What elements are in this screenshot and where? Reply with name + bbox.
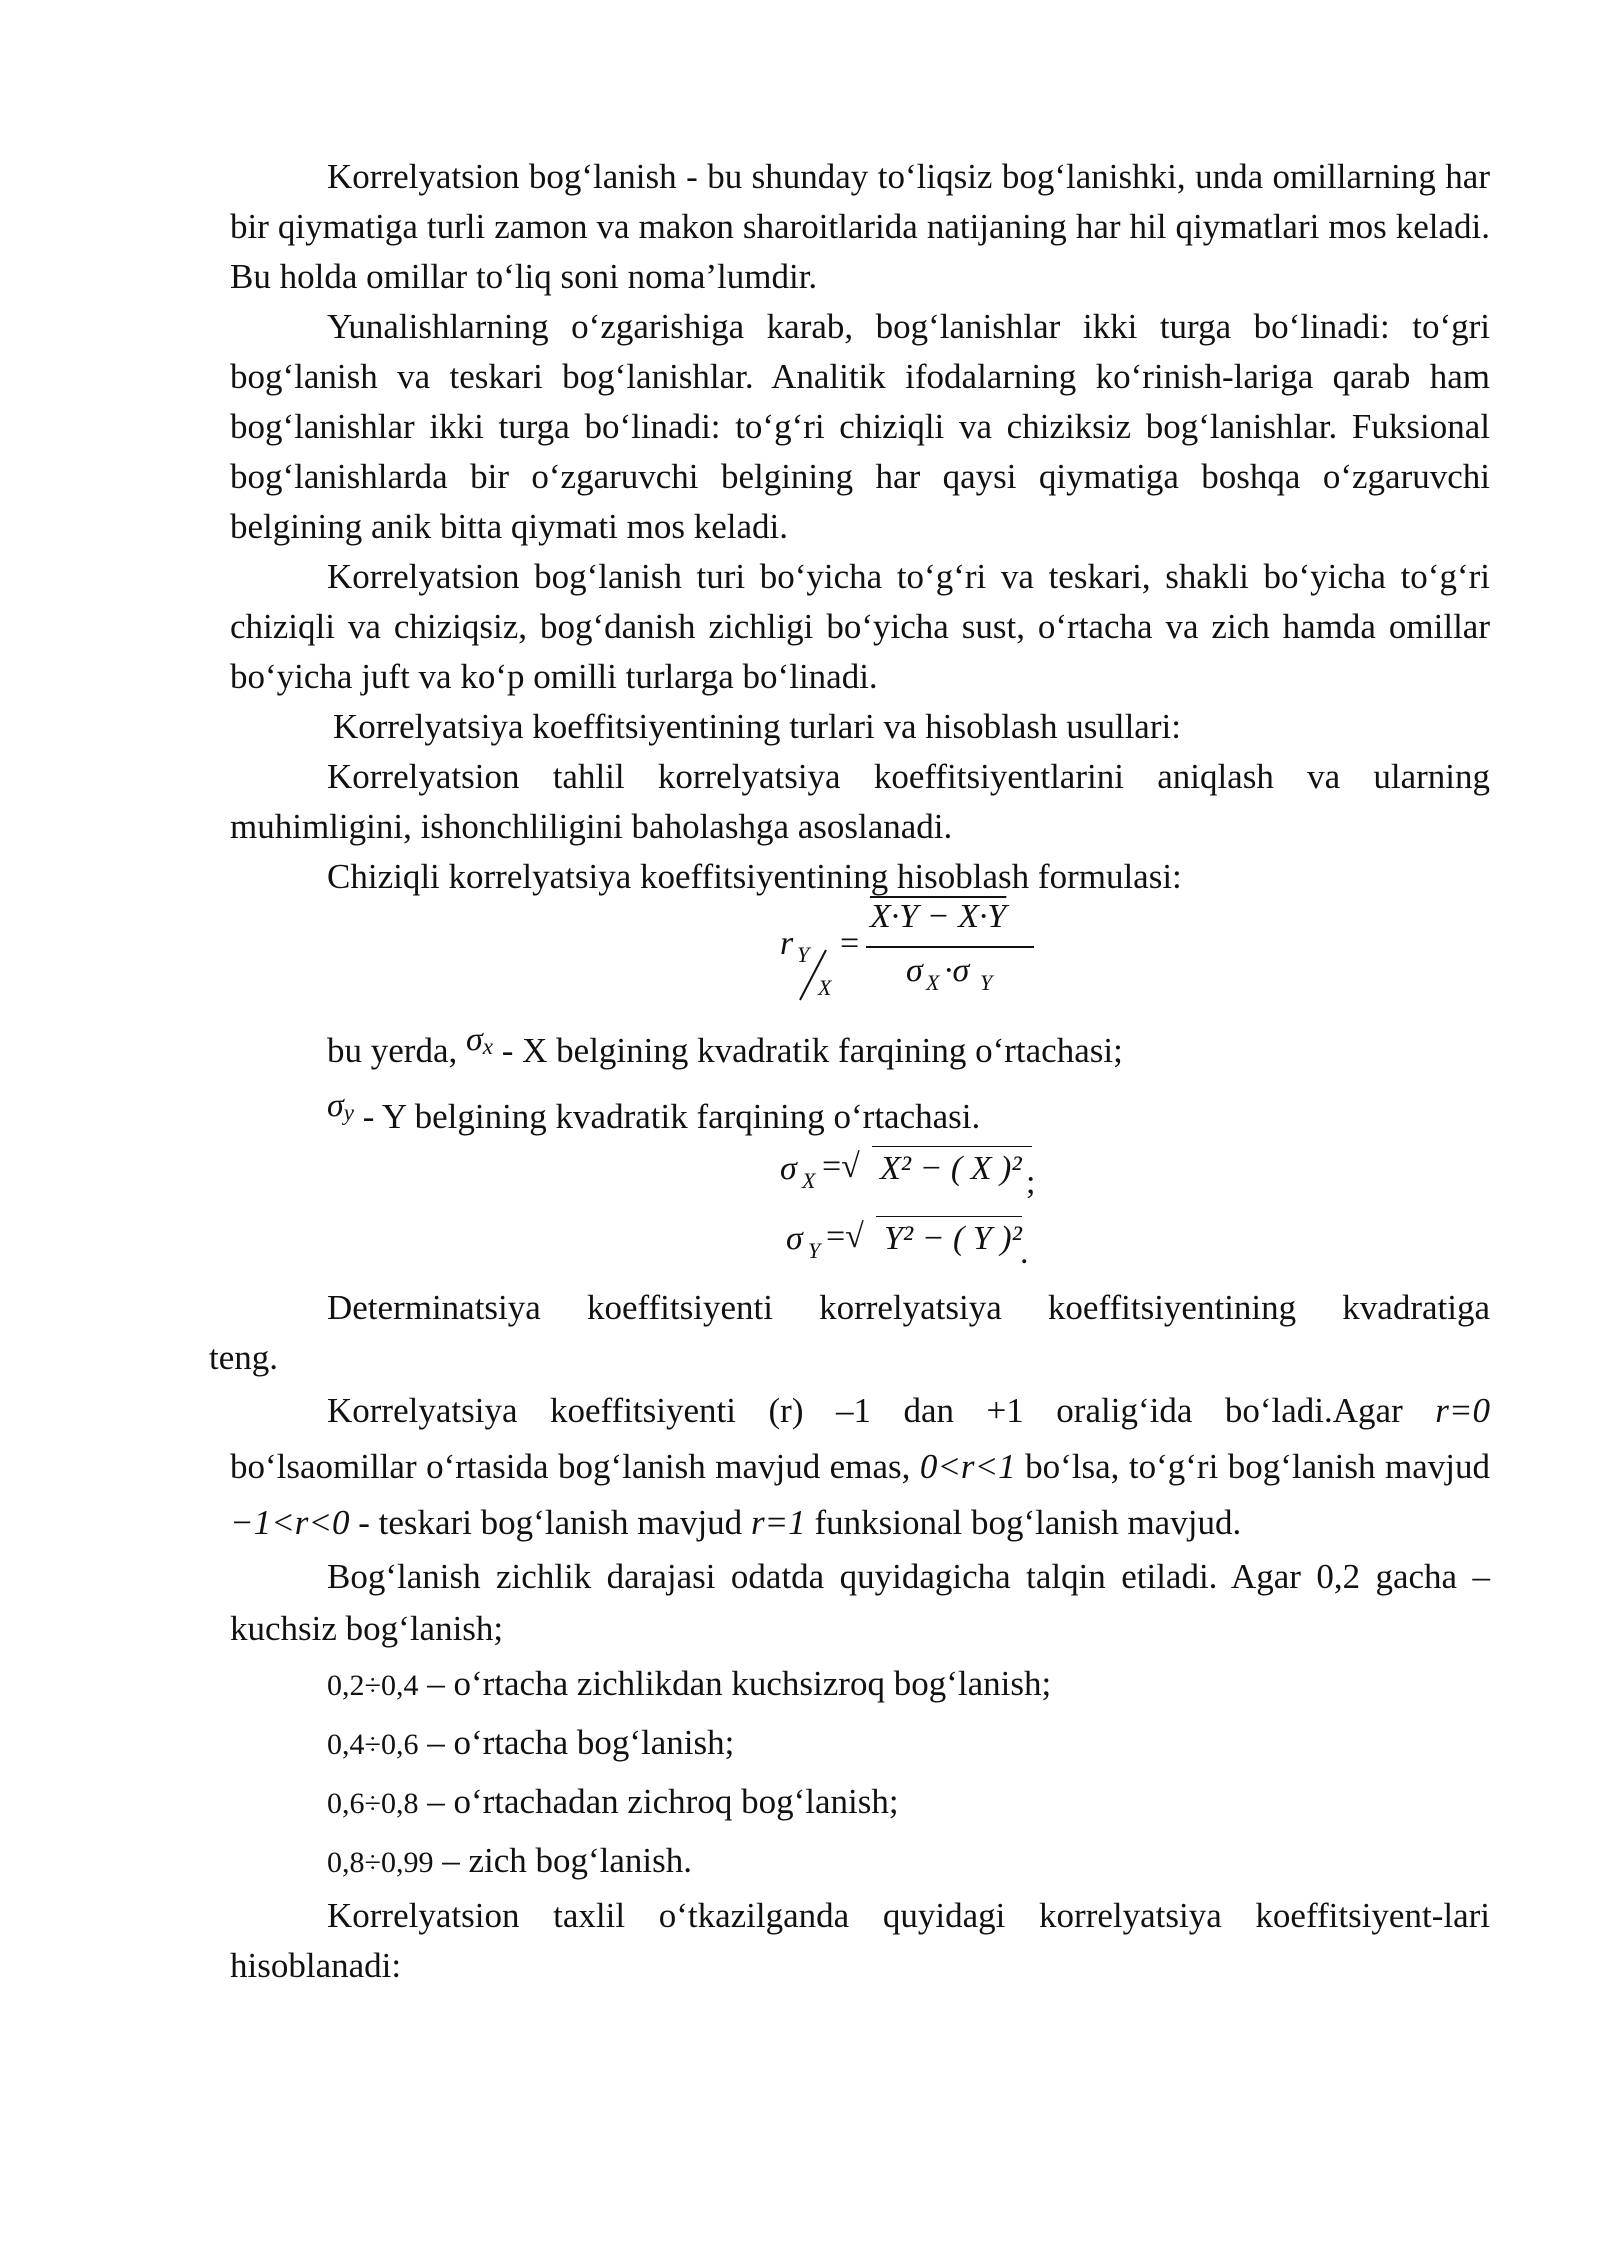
level-item: 0,4÷0,6 – o‘rtacha bog‘lanish;	[327, 1723, 735, 1762]
level-item: 0,8÷0,99 – zich bog‘lanish.	[327, 1841, 693, 1880]
math-r-eq-1: r=1	[750, 1503, 806, 1542]
sigma-x-sub: x	[482, 1034, 493, 1059]
document-page: Korrelyatsion bog‘lanish - bu shunday to‘liqsiz bog‘lanishki, unda omillarning har bir qiymatiga turli zamon va makon sharoitlarida natijaning har hil qiymatlari mos keladi. Bu holda omillar to‘liq soni noma’lumdir. Yunalishlarning o‘zgarishiga karab, bog‘lanishlar ikki turga bo‘linadi: to‘gri bog‘lanish va teskari bog‘lanishlar. Analitik ifodalarning ko‘rinish-lariga qarab ham bog‘lanishlar ikki turga bo‘linadi: to‘g‘ri chiziqli va chiziksiz bog‘lanishlar. Fuksional bog‘lanishlarda bir o‘zgaruvchi belgining har qaysi qiymatiga boshqa o‘zgaruvchi belgining anik bitta qiymati mos keladi. Korrelyatsion bog‘lanish turi bo‘yicha to‘g‘ri va teskari, shakli bo‘yicha to‘g‘ri chiziqli va chiziqsiz, bog‘danish zichligi bo‘yicha sust, o‘rtacha va zich hamda omillar bo‘yicha juft va ko‘p omilli turlarga bo‘linadi. Korrelyatsiya koeffitsiyentining turlari va hisoblash usullari: Korrelyatsion tahlil korrelyatsiya koeffitsiyentlarini aniqlash va ularning muhimligini, ishonchliligini baholashga asoslanadi. Chiziqli korrelyatsiya koeffitsiyentining hisoblash formulasi: r Y X = X·Y − X·Y σ X ·σ Y bu yerda, $\sigma^x$ - X belgining kvadratik farqining o‘rtachasi; $\sigma^y$ - Y belgining kvadratik farqining o‘rtachasi. σ X =√ X² − ( X )² ; σ Y =√ Y² − ( Y )² . Determinatsiya koeffitsiyenti korrelyatsiya koeffitsiyentining kvadratiga teng. Korrelyatsiya koeffitsiyenti (r) –1 dan +1 oralig‘ida bo‘ladi.Agar r=0 bo‘lsaomillar o‘rtasida bog‘lanish mavjud emas, 0<r<1 bo‘lsa, to‘g‘ri bog‘lanish mavjud −1<r<0 - teskari bog‘lanish mavjud r=1 funksional bog‘lanish mavjud. Bog‘lanish zichlik darajasi odatda quyidagicha talqin etiladi. Agar 0,2 gacha – kuchsiz bog‘lanish; 0,2÷0,4 – o‘rtacha zichlikdan kuchsizroq bog‘lanish; 0,4÷0,6 – o‘rtacha bog‘lanish; 0,6÷0,8 – o‘rtachadan zichroq bog‘lanish; 0,8÷0,99 – zich bog‘lanish. Korrelyatsion taxlil o‘tkazilganda quyidagi korrelyatsiya koeffitsiyent-lari hisoblanadi:	[0, 0, 1600, 2262]
formula-denominator-sigma: σ	[906, 952, 923, 989]
formula-equals: =	[840, 925, 860, 962]
sigma-y-symbol: σ	[327, 1087, 344, 1124]
paragraph-5: Korrelyatsion tahlil korrelyatsiya koeffitsiyentlarini aniqlash va ularning muhimligini, ishonchliligini baholashga asoslanadi.	[230, 757, 1490, 846]
paragraph-8: Korrelyatsiya koeffitsiyenti (r) –1 dan +1 oralig‘ida bo‘ladi.Agar r=0 bo‘lsaomillar o‘rtasida bog‘lanish mavjud emas, 0<r<1 bo‘lsa, to‘g‘ri bog‘lanish mavjud −1<r<0 - teskari bog‘lanish mavjud r=1 funksional bog‘lanish mavjud.	[230, 1391, 1490, 1542]
paragraph-2: Yunalishlarning o‘zgarishiga karab, bog‘lanishlar ikki turga bo‘linadi: to‘gri bog‘lanish va teskari bog‘lanishlar. Analitik ifodalarning ko‘rinish-lariga qarab ham bog‘lanishlar ikki turga bo‘linadi: to‘g‘ri chiziqli va chiziksiz bog‘lanishlar. Fuksional bog‘lanishlarda bir o‘zgaruvchi belgining har qaysi qiymatiga boshqa o‘zgaruvchi belgining anik bitta qiymati mos keladi.	[230, 307, 1490, 546]
math-neg1-lt-r-lt-0: −1<r<0	[230, 1503, 350, 1542]
formula-r-sub-x: X	[818, 975, 832, 1000]
levels-list	[230, 1655, 1490, 1891]
sigma-x-definition: bu yerda, $\sigma^x$ - X belgining kvadratik farqining o‘rtachasi;	[327, 1021, 1123, 1070]
formula-r-symbol: r	[780, 925, 794, 962]
formula-den-dot-sigma: ·σ	[944, 952, 970, 989]
text-block-top	[230, 152, 1490, 902]
math-0-lt-r-lt-1: 0<r<1	[919, 1447, 1016, 1486]
paragraph-10: Korrelyatsion taxlil o‘tkazilganda quyidagi korrelyatsiya koeffitsiyent-lari hisoblanadi:	[230, 1896, 1490, 1985]
fraction-bar	[866, 946, 1034, 948]
level-item: 0,6÷0,8 – o‘rtachadan zichroq bog‘lanish;	[327, 1782, 899, 1821]
formula-den-sub-x: X	[926, 970, 940, 995]
sigma-y-sub: y	[343, 1100, 354, 1125]
paragraph-9: Bog‘lanish zichlik darajasi odatda quyidagicha talqin etiladi. Agar 0,2 gacha – kuchsiz bog‘lanish;	[230, 1557, 1490, 1648]
formula-numerator: X·Y − X·Y	[870, 898, 1007, 935]
section-heading: Korrelyatsiya koeffitsiyentining turlari va hisoblash usullari:	[333, 707, 1181, 746]
sigma-definitions	[230, 1020, 1490, 1152]
formula-den-sub-y: Y	[980, 970, 993, 995]
paragraph-6: Chiziqli korrelyatsiya koeffitsiyentining hisoblash formulasi:	[327, 857, 1182, 896]
paragraph-7: Determinatsiya koeffitsiyenti korrelyatsiya koeffitsiyentining kvadratiga	[327, 1288, 1490, 1327]
paragraph-3: Korrelyatsion bog‘lanish turi bo‘yicha to‘g‘ri va teskari, shakli bo‘yicha to‘g‘ri chiziqli va chiziqsiz, bog‘danish zichligi bo‘yicha sust, o‘rtacha va zich hamda omillar bo‘yicha juft va ko‘p omilli turlarga bo‘linadi.	[230, 557, 1490, 696]
paragraph-1: Korrelyatsion bog‘lanish - bu shunday to‘liqsiz bog‘lanishki, unda omillarning har bir qiymatiga turli zamon va makon sharoitlarida natijaning har hil qiymatlari mos keladi. Bu holda omillar to‘liq soni noma’lumdir.	[230, 157, 1490, 296]
sigma-x-symbol: σ	[465, 1021, 483, 1058]
level-item: 0,2÷0,4 – o‘rtacha zichlikdan kuchsizroq bog‘lanish;	[327, 1664, 1052, 1703]
text-block-bottom	[209, 1283, 1490, 1991]
math-r-eq-0: r=0	[1435, 1391, 1490, 1430]
math-0-2: 0,2	[1316, 1557, 1361, 1596]
paragraph-7-end: teng.	[209, 1338, 279, 1377]
sigma-y-definition: $\sigma^y$ - Y belgining kvadratik farqining o‘rtachasi.	[327, 1087, 981, 1136]
formula-r-sub-y: Y	[797, 942, 810, 967]
